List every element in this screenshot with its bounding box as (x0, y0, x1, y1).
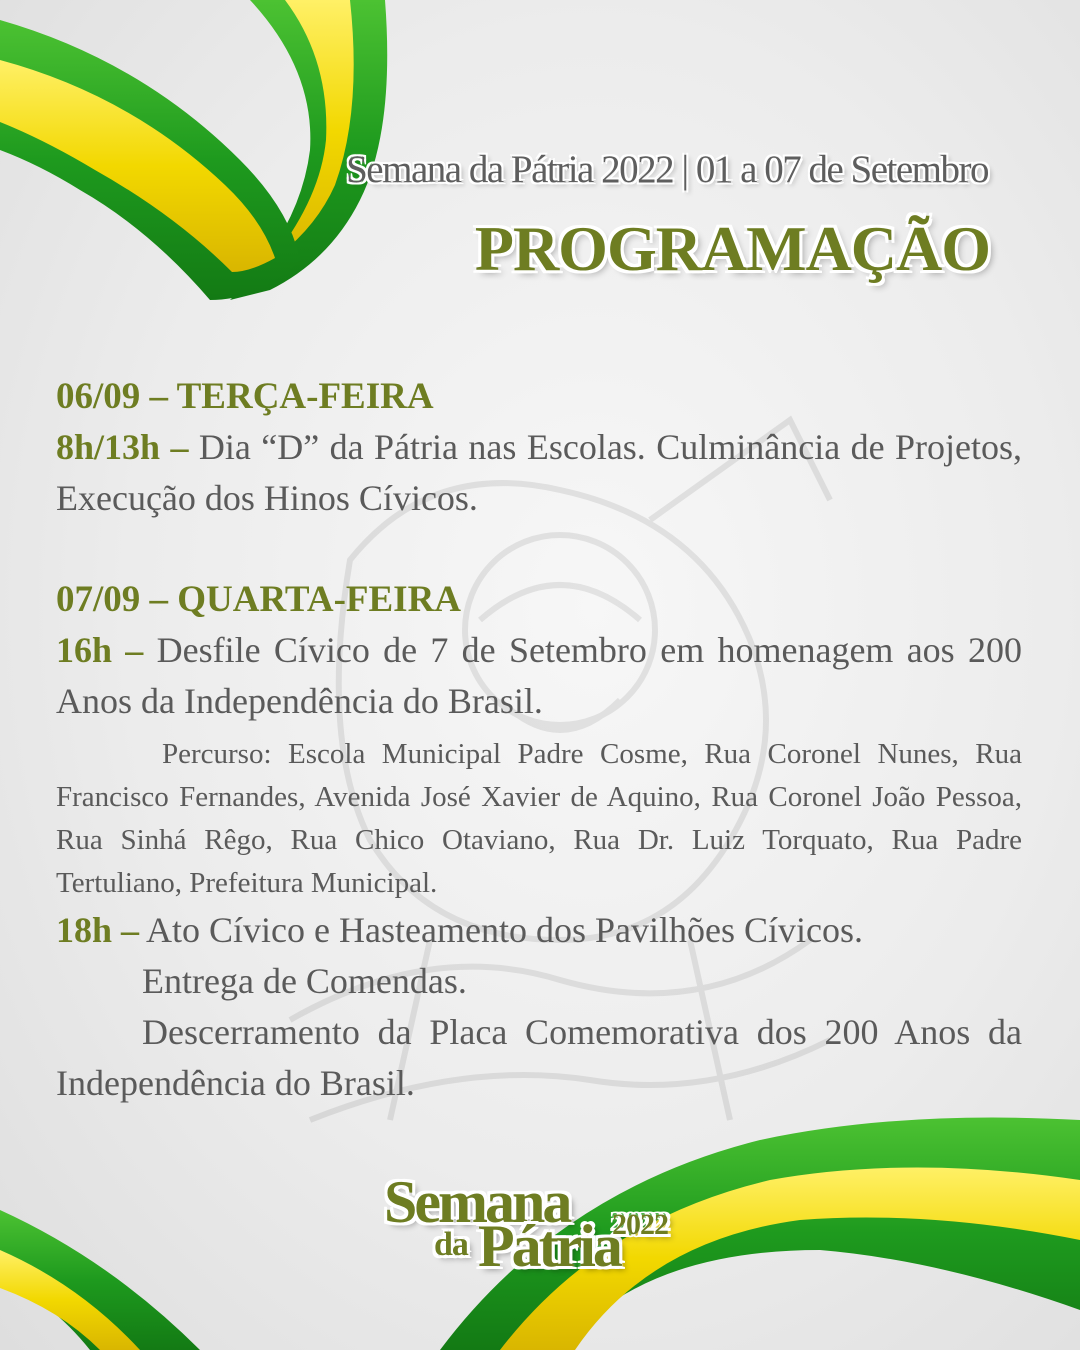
schedule-entry (56, 422, 1022, 524)
entry-text: Dia “D” da Pátria nas Escolas. Culminância de Projetos, Execução dos Hinos Cívicos. (56, 427, 1022, 518)
logo-patria: Pátria (478, 1213, 620, 1279)
entry-text: Ato Cívico e Hasteamento dos Pavilhões Cívicos. (139, 910, 863, 950)
entry-time: 16h – (56, 630, 144, 670)
header-subtitle: Semana da Pátria 2022 | 01 a 07 de Setembro (346, 148, 988, 191)
logo-da: da (434, 1226, 468, 1263)
entry-time: 18h – (56, 910, 140, 950)
schedule (56, 372, 1022, 1109)
entry-text: Desfile Cívico de 7 de Setembro em homenagem aos 200 Anos da Independência do Brasil. (56, 630, 1022, 721)
schedule-entry (56, 905, 1022, 956)
logo-semana: Semana (384, 1169, 570, 1235)
logo-year: 2022 (612, 1208, 668, 1241)
spacer (56, 524, 1022, 575)
schedule-entry (56, 625, 1022, 727)
event-logo (384, 1168, 694, 1288)
day-heading-wednesday: 07/09 – QUARTA-FEIRA (56, 579, 462, 620)
page-title: PROGRAMAÇÃO (474, 213, 990, 284)
entry-extra-line: Entrega de Comendas. (142, 961, 467, 1001)
parade-route: Percurso: Escola Municipal Padre Cosme, Rua Coronel Nunes, Rua Francisco Fernandes, Avenida José Xavier de Aquino, Rua Coronel João Pessoa, Rua Sinhá Rêgo, Rua Chico Otaviano, Rua Dr. Luiz Torquato, Rua Padre Tertuliano, Prefeitura Municipal. (56, 738, 1022, 899)
entry-extra-line: Descerramento da Placa Comemorativa dos 200 Anos da Independência do Brasil. (56, 1012, 1022, 1103)
day-heading-tuesday: 06/09 – TERÇA-FEIRA (56, 376, 434, 417)
entry-time: 8h/13h – (56, 427, 189, 467)
